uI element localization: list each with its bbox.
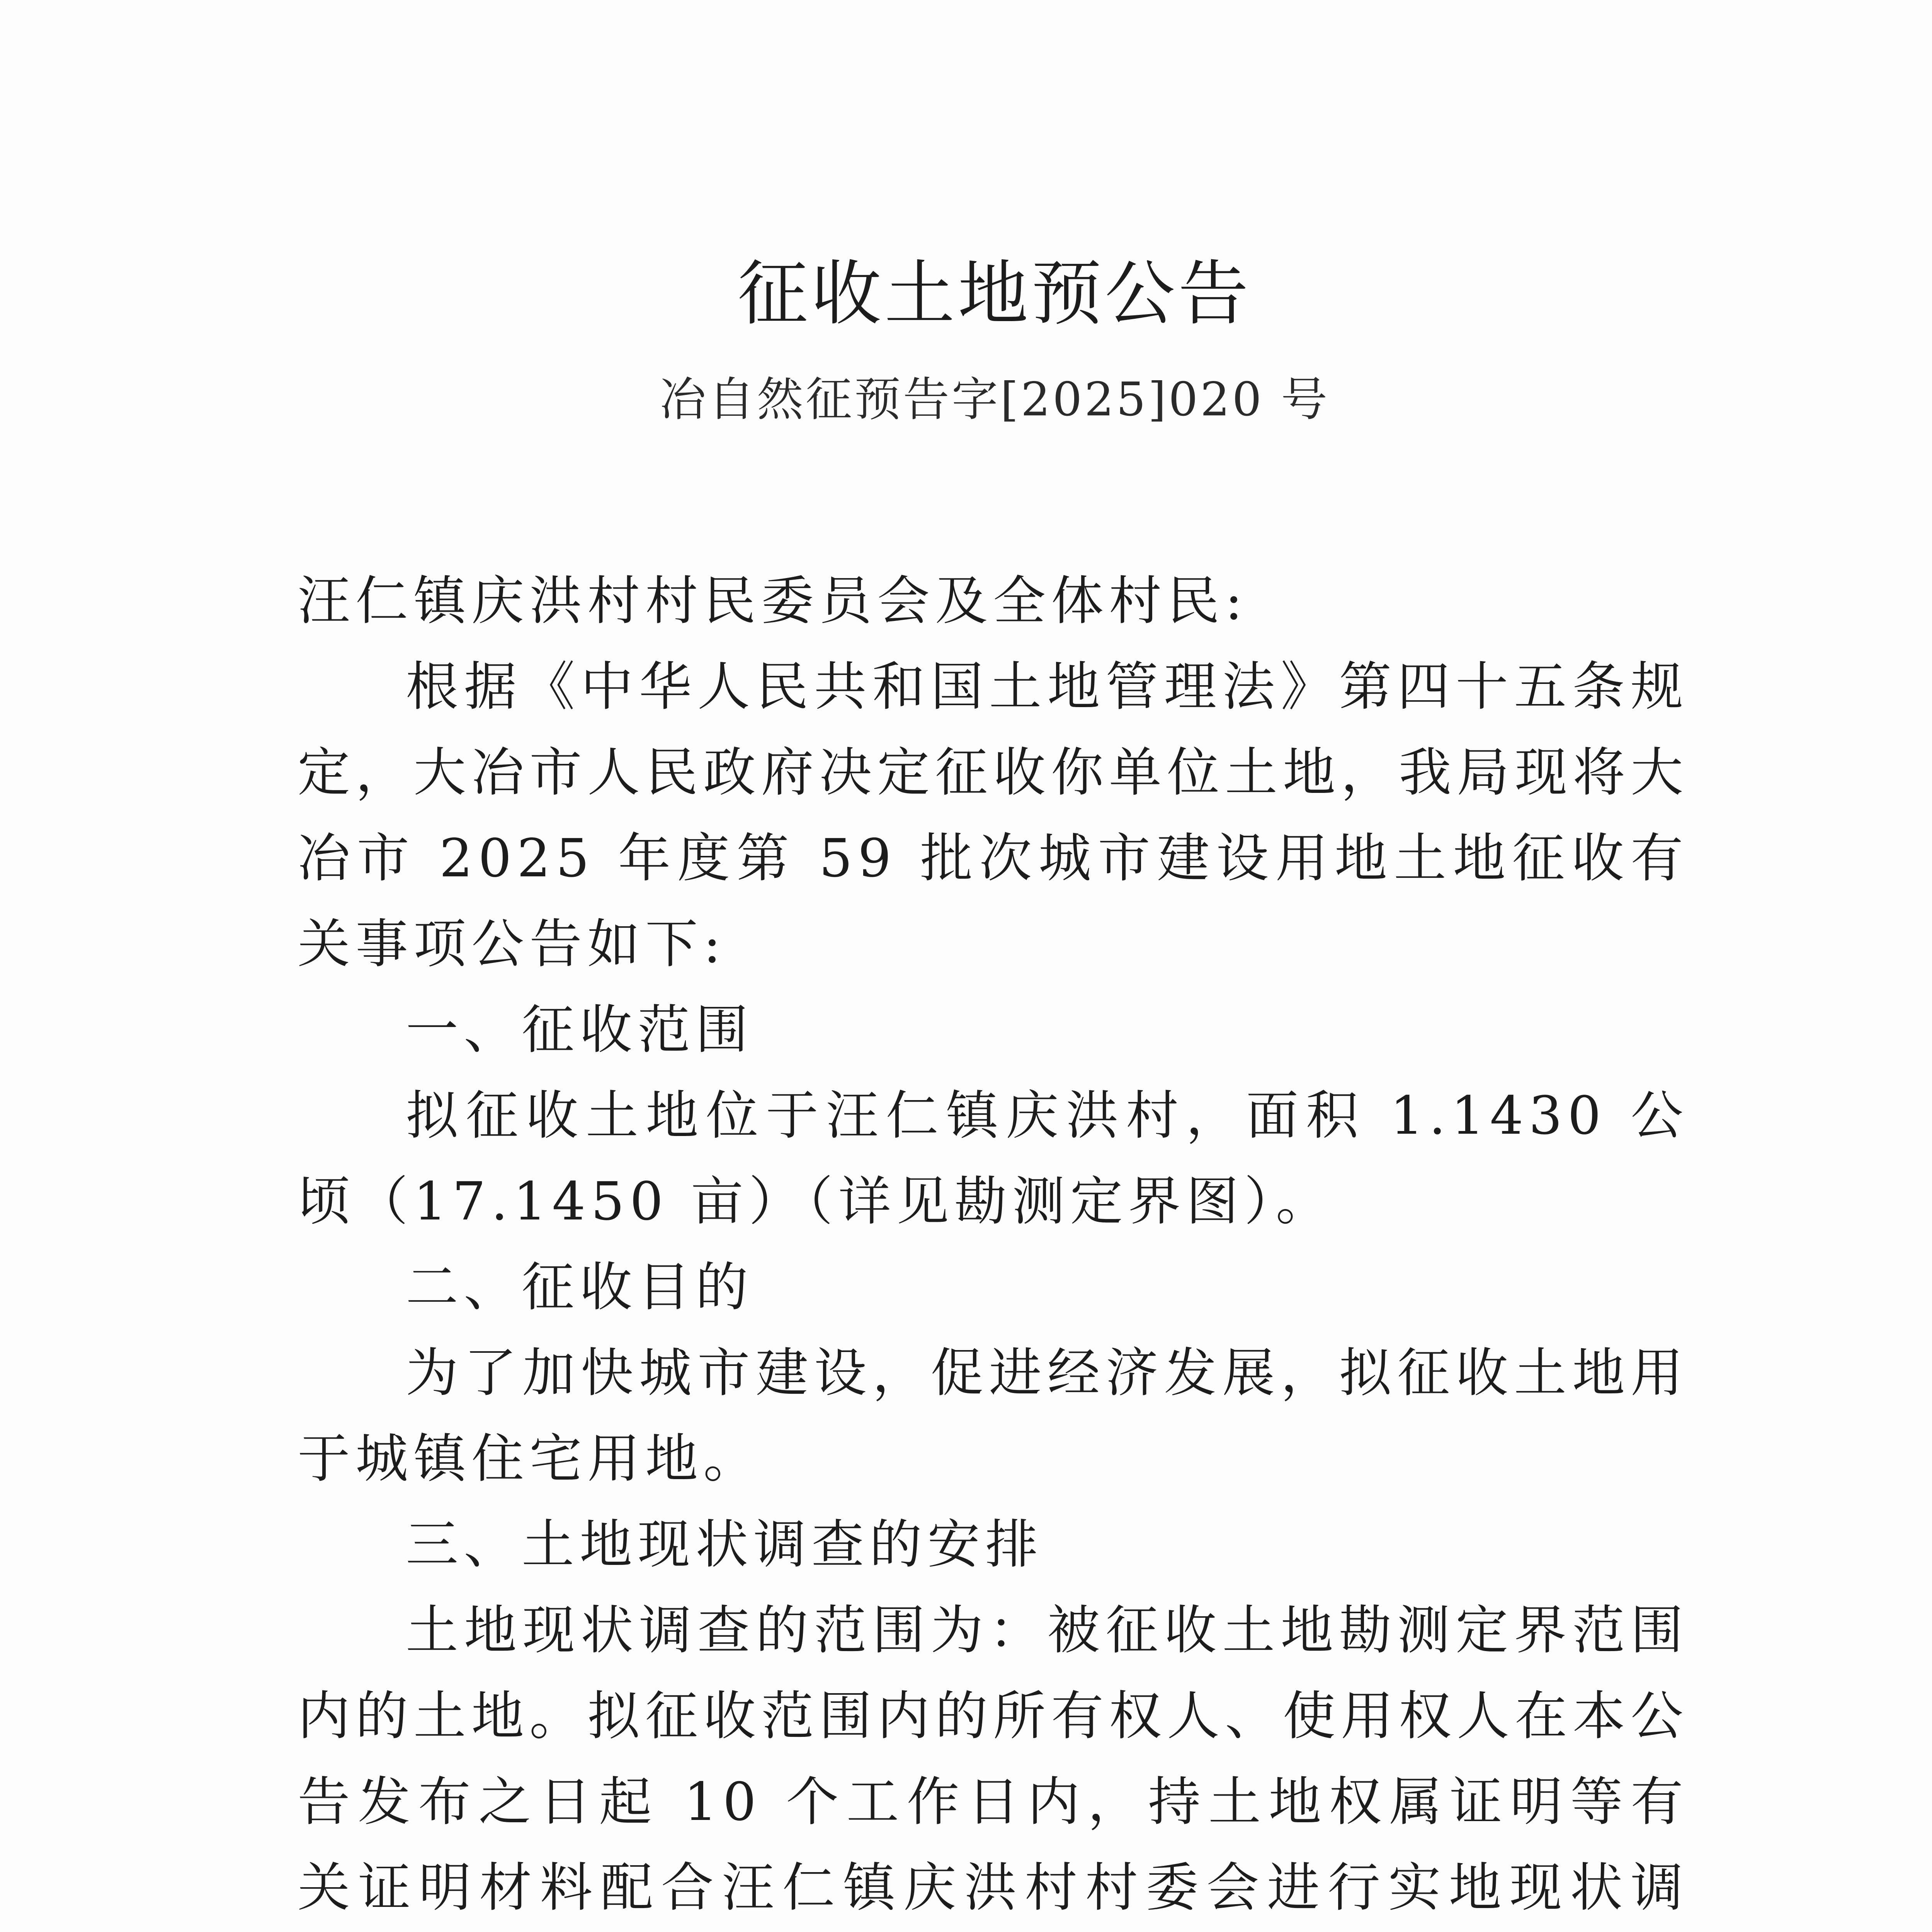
document-title: 征收土地预公告 xyxy=(738,253,1252,335)
section3-heading: 三、土地现状调查的安排 xyxy=(406,1514,1043,1575)
section1-text: 拟征收土地位于汪仁镇庆洪村，面积 1.1430 公顷（17.1450 亩）（详见勘测定界图）。 xyxy=(298,1085,1689,1232)
document-body xyxy=(298,558,1689,1932)
section2-text: 为了加快城市建设，促进经济发展，拟征收土地用于城镇住宅用地。 xyxy=(298,1343,1689,1490)
section3-text: 土地现状调查的范围为：被征收土地勘测定界范围内的土地。拟征收范围内的所有权人、使用权人在本公告发布之日起 10 个工作日内，持土地权属证明等有关证明材料配合汪仁镇庆洪村村委会进行实地现状调 xyxy=(298,1600,1689,1918)
document-number: 冶自然征预告字[2025]020 号 xyxy=(659,373,1330,427)
section2-heading: 二、征收目的 xyxy=(406,1257,753,1318)
intro-paragraph: 根据《中华人民共和国土地管理法》第四十五条规定，大冶市人民政府决定征收你单位土地，我局现将大冶市 2025 年度第 59 批次城市建设用地土地征收有关事项公告如下: xyxy=(298,656,1689,975)
salutation: 汪仁镇庆洪村村民委员会及全体村民: xyxy=(298,571,1248,632)
section1-heading: 一、征收范围 xyxy=(406,1000,753,1061)
